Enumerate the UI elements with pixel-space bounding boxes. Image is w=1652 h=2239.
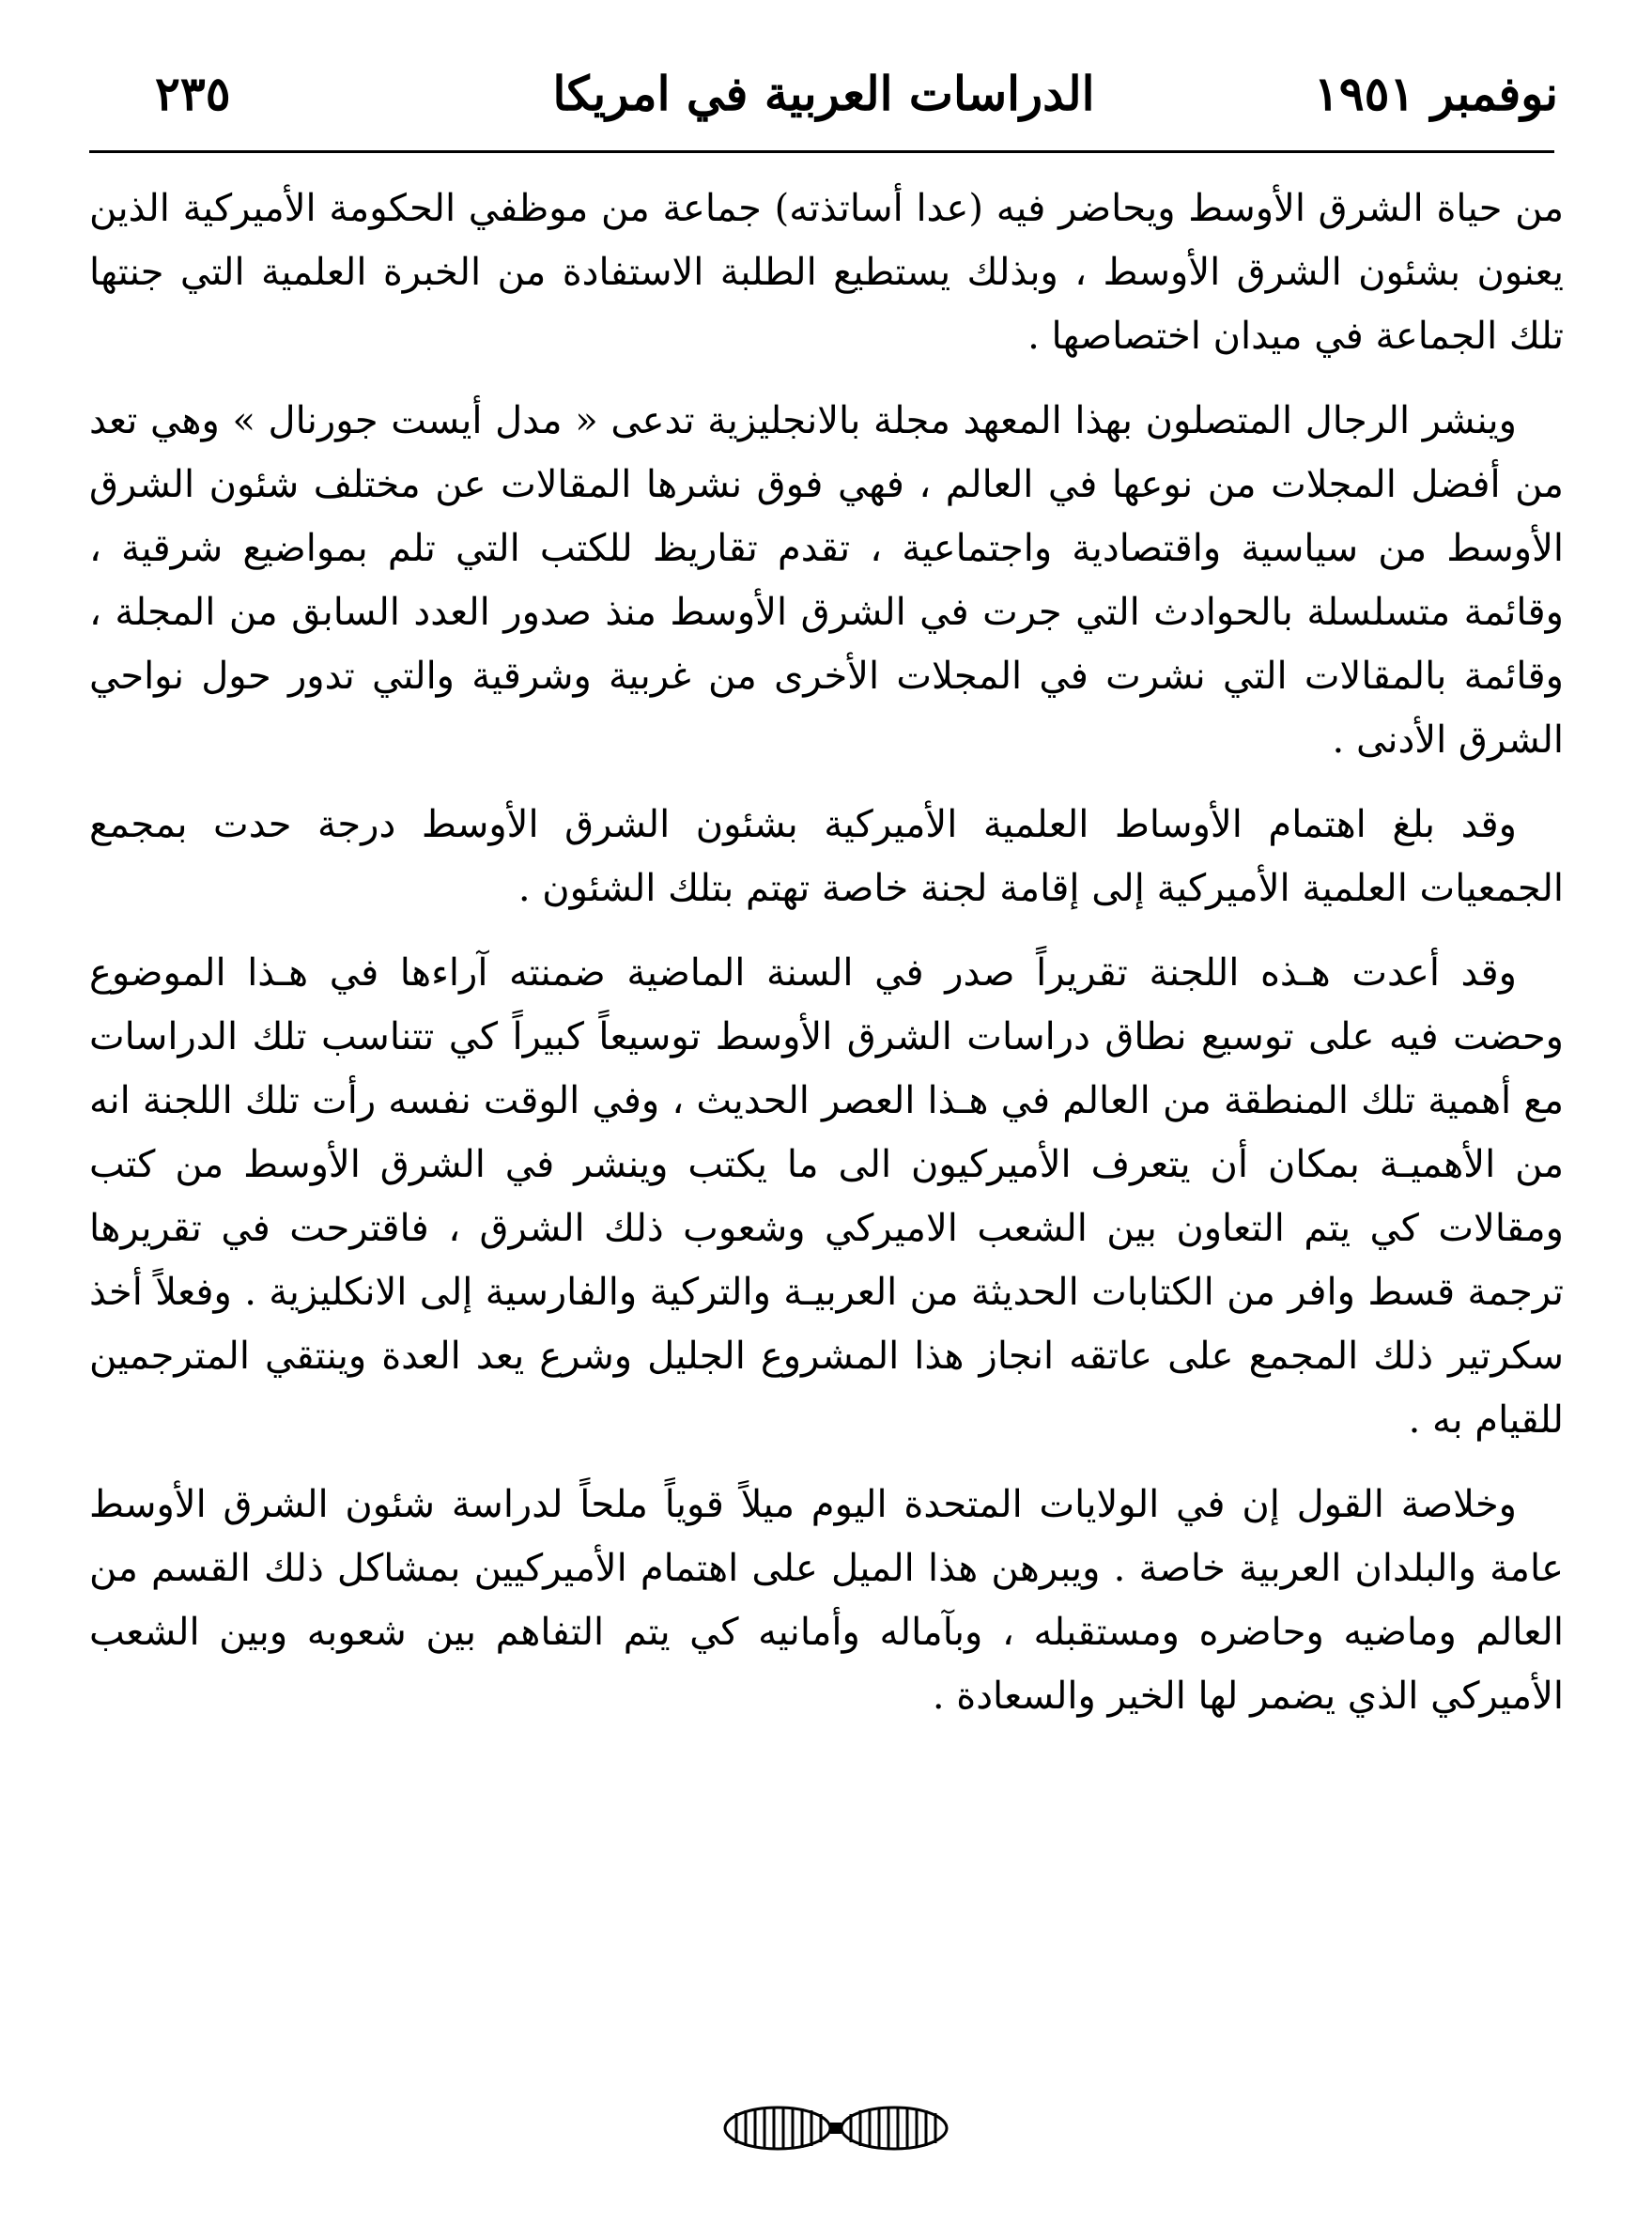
paragraph-journal: وينشر الرجال المتصلون بهذا المعهد مجلة بالانجليزية تدعى « مدل أيست جورنال » وهي تعد من أفضل المجلات من نوعها في العالم ، فهي فوق نشرها المقالات عن مختلف شئون الشرق الأوسط من سياسية واقتصادية واجتماعية ، تقدم تقاريظ للكتب التي تلم بمواضيع شرقية ، وقائمة متسلسلة بالحوادث التي جرت في الشرق الأوسط منذ صدور العدد السابق من المجلة ، وقائمة بالمقالات التي نشرت في المجلات الأخرى من غربية وشرقية والتي تدور حول نواحي الشرق الأدنى . — [89, 399, 1564, 762]
paragraph-continuation: من حياة الشرق الأوسط ويحاضر فيه (عدا أساتذته) جماعة من موظفي الحكومة الأميركية الذين يعنون بشئون الشرق الأوسط ، وبذلك يستطيع الطلبة الاستفادة من الخبرة العلمية التي جنتها تلك الجماعة في ميدان اختصاصها . — [89, 187, 1564, 358]
paragraph-council-interest: وقد بلغ اهتمام الأوساط العلمية الأميركية بشئون الشرق الأوسط درجة حدت بمجمع الجمعيات العلمية الأميركية إلى إقامة لجنة خاصة تهتم بتلك الشئون . — [89, 803, 1564, 910]
paragraph-conclusion: وخلاصة القول إن في الولايات المتحدة اليوم ميلاً قوياً ملحاً لدراسة شئون الشرق الأوسط عامة والبلدان العربية خاصة . ويبرهن هذا الميل على اهتمام الأميركيين بمشاكل ذلك القسم من العالم وماضيه وحاضره ومستقبله ، وبآماله وأمانيه كي يتم التفاهم بين شعوبه وبين الشعب الأميركي الذي يضمر لها الخير والسعادة . — [89, 1483, 1564, 1718]
page-number: ٢٣٥ — [155, 66, 231, 121]
header-rule — [89, 150, 1554, 153]
article-body — [89, 177, 1564, 1749]
page-header — [89, 56, 1558, 141]
end-ornament-icon — [714, 2100, 958, 2156]
issue-date: نوفمبر ١٩٥١ — [1313, 66, 1558, 121]
paragraph-committee-report: وقد أعدت هـذه اللجنة تقريراً صدر في السنة الماضية ضمنته آراءها في هـذا الموضوع وحضت فيه على توسيع نطاق دراسات الشرق الأوسط توسيعاً كبيراً كي تتناسب تلك الدراسات مع أهمية تلك المنطقة من العالم في هـذا العصر الحديث ، وفي الوقت نفسه رأت تلك اللجنة انه من الأهميـة بمكان أن يتعرف الأميركيون الى ما يكتب وينشر في الشرق الأوسط من كتب ومقالات كي يتم التعاون بين الشعب الاميركي وشعوب ذلك الشرق ، فاقترحت في تقريرها ترجمة قسط وافر من الكتابات الحديثة من العربيـة والتركية والفارسية إلى الانكليزية . وفعلاً أخذ سكرتير ذلك المجمع على عاتقه انجاز هذا المشروع الجليل وشرع يعد العدة وينتقي المترجمين للقيام به . — [89, 951, 1565, 1442]
running-title: الدراسات العربية في امريكا — [552, 66, 1095, 121]
